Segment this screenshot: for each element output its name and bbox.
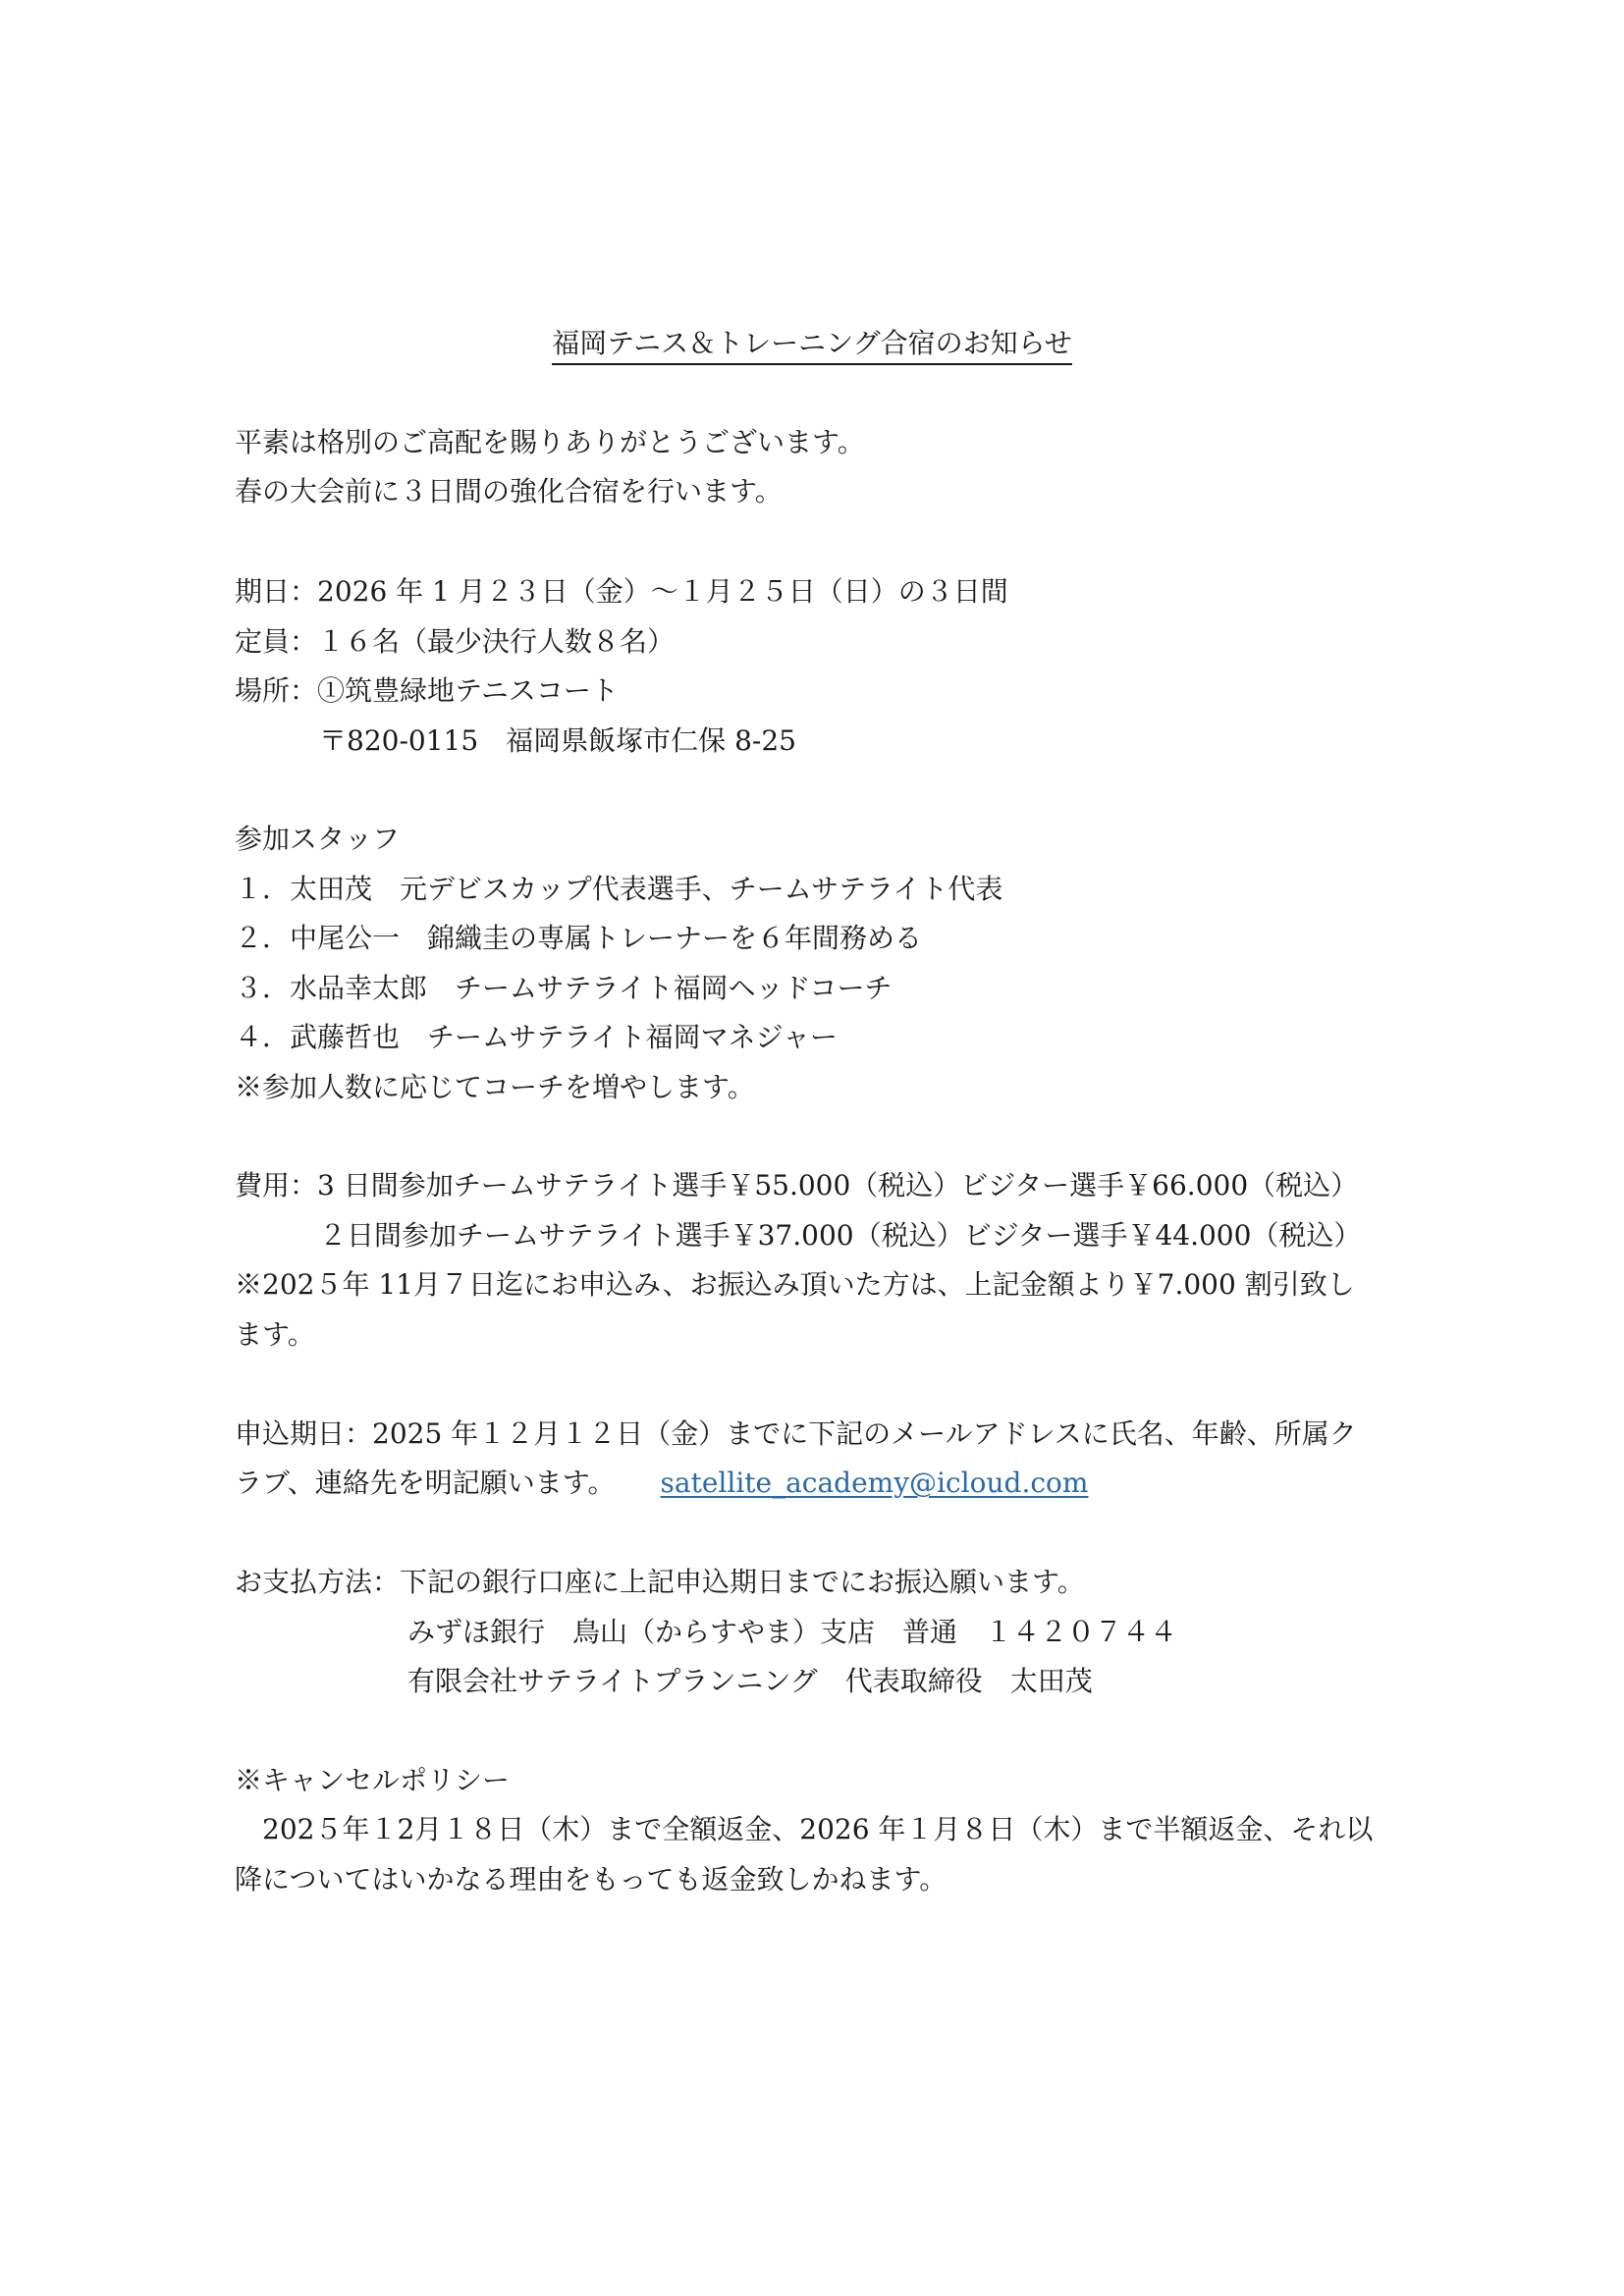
document-title [0,326,1624,365]
email-link[interactable]: satellite_academy@icloud.com [660,1467,1089,1499]
staff-item-1: １．太田茂 元デビスカップ代表選手、チームサテライト代表 [235,873,1003,905]
discount-line-2: ます。 [235,1318,315,1351]
title-text: 福岡テニス＆トレーニング合宿のお知らせ [552,326,1071,365]
intro-line-2: 春の大会前に３日間の強化合宿を行います。 [235,475,783,507]
intro-line-1: 平素は格別のご高配を賜りありがとうございます。 [235,426,865,458]
account-holder-line: 有限会社サテライトプランニング 代表取締役 太田茂 [407,1665,1093,1697]
staff-item-3: ３．水品幸太郎 チームサテライト福岡ヘッドコーチ [235,972,893,1004]
fee-line-1: 費用：3 日間参加チームサテライト選手￥55.000（税込）ビジター選手￥66.000（税込） [235,1169,1359,1201]
fee-line-2: ２日間参加チームサテライト選手￥37.000（税込）ビジター選手￥44.000（税込） [319,1219,1362,1252]
staff-heading: 参加スタッフ [235,823,401,855]
staff-item-2: ２．中尾公一 錦織圭の専属トレーナーを６年間務める [235,922,923,954]
bank-line: みずほ銀行 鳥山（からすやま）支店 普通 １４２０７４４ [407,1616,1178,1648]
application-line-1: 申込期日：2025 年１２月１２日（金）までに下記のメールアドレスに氏名、年齢、所属ク [235,1417,1357,1450]
capacity-line: 定員：１６名（最少決行人数８名） [235,625,676,658]
staff-note: ※参加人数に応じてコーチを増やします。 [235,1071,755,1103]
cancel-heading: ※キャンセルポリシー [235,1764,511,1796]
address-line: 〒820-0115 福岡県飯塚市仁保 8-25 [319,724,796,757]
application-line-2-text: ラブ、連絡先を明記願います。 [235,1467,616,1499]
period-line: 期日：2026 年 1 月２３日（金）〜１月２５日（日）の３日間 [235,575,1008,608]
application-line-2 [235,1466,1088,1501]
place-line: 場所：①筑豊緑地テニスコート [235,674,619,707]
staff-item-4: ４．武藤哲也 チームサテライト福岡マネジャー [235,1021,839,1053]
cancel-line-2: 降についてはいかなる理由をもっても返金致しかねます。 [235,1863,947,1896]
cancel-line-1: 202５年１2月１８日（木）まで全額返金、2026 年１月８日（木）まで半額返金、それ以 [235,1813,1374,1845]
payment-line-1: お支払方法：下記の銀行口座に上記申込期日までにお振込願います。 [235,1566,1085,1598]
discount-line-1: ※202５年 11月７日迄にお申込み、お振込み頂いた方は、上記金額より￥7.000 割引致し [235,1268,1355,1301]
